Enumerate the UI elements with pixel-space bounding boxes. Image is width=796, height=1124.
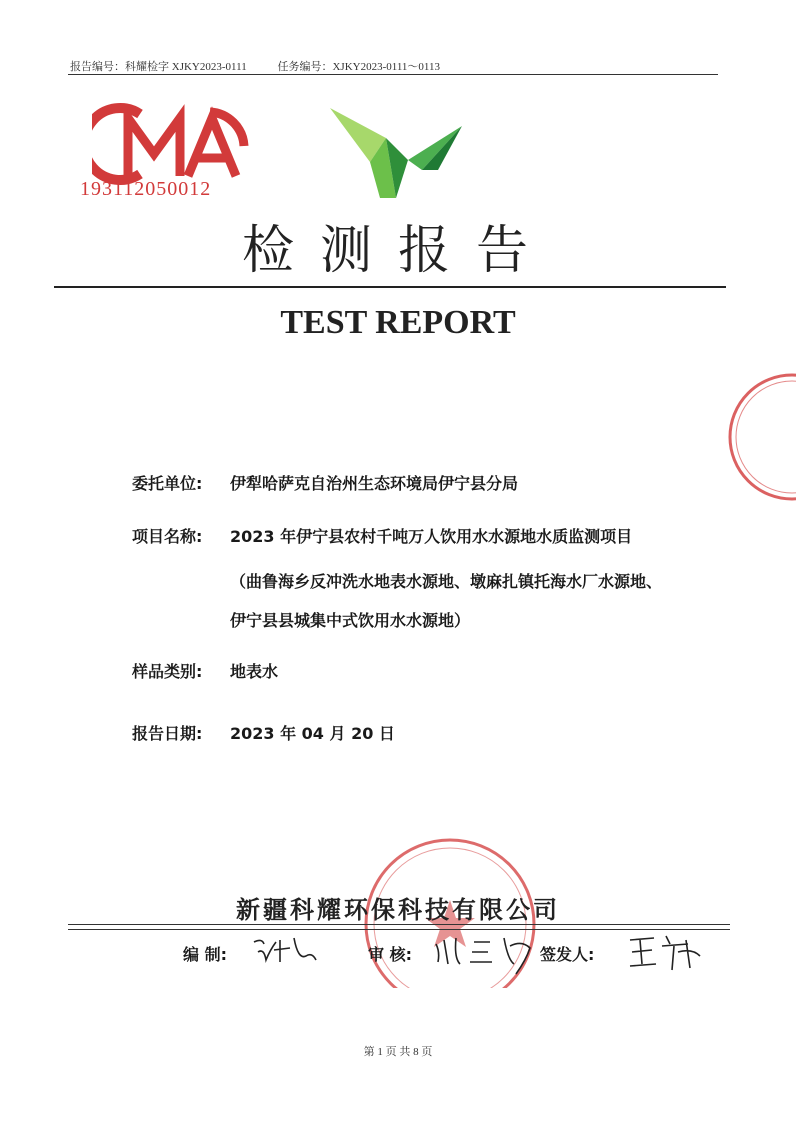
report-number: 报告编号：科耀检字 XJKY2023-0111 xyxy=(70,61,247,73)
company-logo xyxy=(326,100,466,200)
project-line-1: 2023 年伊宁县农村千吨万人饮用水水源地水质监测项目 xyxy=(230,527,633,546)
date-value: 2023 年 04 月 20 日 xyxy=(230,724,395,743)
project-label: 项目名称: xyxy=(132,527,203,546)
editor-label: 编 制: xyxy=(183,945,227,964)
editor-signature xyxy=(250,930,320,970)
client-value: 伊犁哈萨克自治州生态环境局伊宁县分局 xyxy=(230,474,519,493)
project-line-3: 伊宁县县城集中式饮用水水源地） xyxy=(230,611,471,630)
date-row xyxy=(132,721,395,744)
reviewer-label: 审 核: xyxy=(368,945,412,964)
header-divider xyxy=(68,74,718,75)
page-number: 第 1 页 共 8 页 xyxy=(363,1046,433,1058)
sample-label: 样品类别: xyxy=(132,662,203,681)
signer-label: 签发人: xyxy=(540,945,595,964)
project-line-2: （曲鲁海乡反冲洗水地表水源地、墩麻扎镇托海水厂水源地、 xyxy=(230,572,663,591)
cma-number: 193112050012 xyxy=(80,178,212,200)
date-label: 报告日期: xyxy=(132,724,203,743)
footer-divider-1 xyxy=(68,924,730,925)
client-label: 委托单位: xyxy=(132,474,203,493)
sample-row xyxy=(132,659,278,682)
report-title-en: TEST REPORT xyxy=(280,304,516,341)
company-name: 新疆科耀环保科技有限公司 xyxy=(236,896,560,924)
report-title-cn: 检测报告 xyxy=(241,221,554,281)
reviewer-signature xyxy=(430,930,540,980)
header-line xyxy=(70,58,468,74)
side-seal xyxy=(722,372,796,502)
task-number: 任务编号：XJKY2023-0111～0113 xyxy=(277,61,441,73)
sample-value: 地表水 xyxy=(230,662,279,681)
signer-signature xyxy=(626,930,706,974)
client-row xyxy=(132,471,518,494)
project-row xyxy=(132,524,632,547)
title-divider xyxy=(54,286,726,288)
